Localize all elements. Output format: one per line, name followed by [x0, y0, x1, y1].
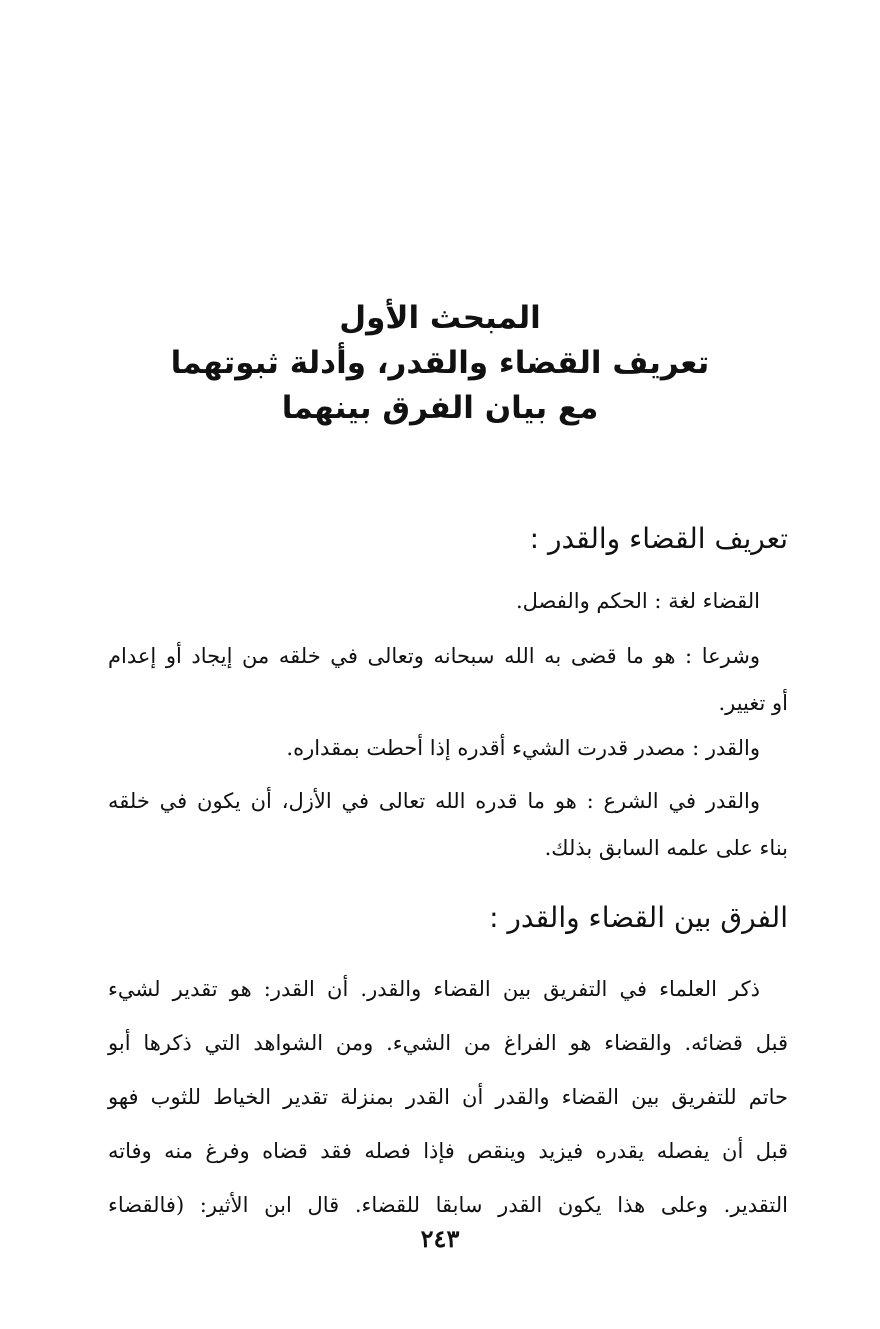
text-line: وشرعا : هو ما قضى به الله سبحانه وتعالى في خلقه من إيجاد أو إعدام [108, 644, 760, 668]
paragraph-qadar-linguistic [108, 725, 788, 772]
paragraph-difference [108, 962, 788, 1232]
text-line: قبل قضائه. والقضاء هو الفراغ من الشيء. ومن الشواهد التي ذكرها أبو [108, 1031, 788, 1055]
text-line: ذكر العلماء في التفريق بين القضاء والقدر. أن القدر: هو تقدير لشيء [108, 977, 760, 1001]
section-heading-difference: الفرق بين القضاء والقدر : [489, 901, 788, 934]
text-line: والقدر : مصدر قدرت الشيء أقدره إذا أحطت بمقداره. [286, 736, 760, 760]
paragraph-qadar-legal [108, 778, 788, 872]
text-line: قبل أن يفصله يقدره فيزيد وينقص فإذا فصله فقد قضاه وفرغ منه وفاته [108, 1139, 788, 1163]
chapter-subtitle-2: مع بيان الفرق بينهما [281, 390, 599, 426]
paragraph-qada-linguistic [108, 578, 788, 625]
page-number: ٢٤٣ [420, 1224, 460, 1253]
chapter-title: المبحث الأول [339, 300, 541, 336]
text-line: التقدير. وعلى هذا يكون القدر سابقا للقضاء. قال ابن الأثير: (فالقضاء [108, 1193, 788, 1217]
paragraph-qada-legal [108, 633, 788, 727]
section-heading-definition: تعريف القضاء والقدر : [529, 522, 788, 555]
text-line: أو تغيير. [718, 691, 788, 715]
chapter-header [150, 296, 730, 431]
text-line: القضاء لغة : الحكم والفصل. [515, 589, 760, 613]
text-line: بناء على علمه السابق بذلك. [544, 836, 788, 860]
chapter-subtitle-1: تعريف القضاء والقدر، وأدلة ثبوتهما [170, 345, 710, 381]
text-line: والقدر في الشرع : هو ما قدره الله تعالى في الأزل، أن يكون في خلقه [108, 789, 760, 813]
text-line: حاتم للتفريق بين القضاء والقدر أن القدر بمنزلة تقدير الخياط للثوب فهو [108, 1085, 788, 1109]
